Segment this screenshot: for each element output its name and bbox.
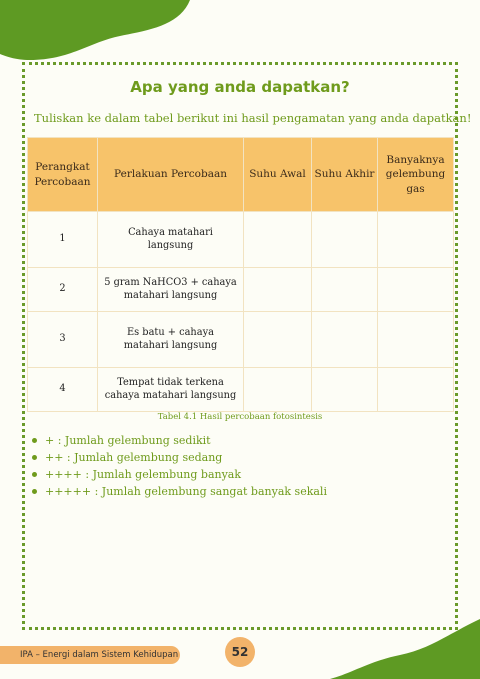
row-treatment: Tempat tidak terkena cahaya matahari langsung <box>98 368 244 412</box>
list-item <box>32 432 327 449</box>
row-number: 4 <box>28 368 98 412</box>
section-title: Apa yang anda dapatkan? <box>130 78 350 96</box>
footer-book-title: IPA – Energi dalam Sistem Kehidupan <box>0 646 180 664</box>
row-final-temp <box>312 312 378 368</box>
list-item <box>32 466 327 483</box>
legend-text: ++++ : Jumlah gelembung banyak <box>45 468 242 481</box>
decorative-top-blob <box>0 0 190 62</box>
bullet-icon <box>32 455 37 460</box>
row-initial-temp <box>244 312 312 368</box>
header-final-temp: Suhu Akhir <box>312 138 378 212</box>
table-row <box>28 368 454 412</box>
table-header-row <box>28 138 454 212</box>
row-bubble-count <box>378 368 454 412</box>
list-item <box>32 483 327 500</box>
row-treatment: Es batu + cahaya matahari langsung <box>98 312 244 368</box>
bubble-legend-list <box>32 432 327 500</box>
row-bubble-count <box>378 212 454 268</box>
row-number: 1 <box>28 212 98 268</box>
table-caption: Tabel 4.1 Hasil percobaan fotosintesis <box>157 412 323 422</box>
row-bubble-count <box>378 312 454 368</box>
row-initial-temp <box>244 212 312 268</box>
header-bubble-count: Banyaknya gelembung gas <box>378 138 454 212</box>
bullet-icon <box>32 489 37 494</box>
row-treatment: Cahaya matahari langsung <box>98 212 244 268</box>
header-apparatus: Perangkat Percobaan <box>28 138 98 212</box>
list-item <box>32 449 327 466</box>
row-final-temp <box>312 368 378 412</box>
bullet-icon <box>32 438 37 443</box>
legend-text: +++++ : Jumlah gelembung sangat banyak sekali <box>45 485 327 498</box>
legend-text: + : Jumlah gelembung sedikit <box>45 434 211 447</box>
row-number: 2 <box>28 268 98 312</box>
header-initial-temp: Suhu Awal <box>244 138 312 212</box>
table-row <box>28 268 454 312</box>
legend-text: ++ : Jumlah gelembung sedang <box>45 451 223 464</box>
table-row <box>28 312 454 368</box>
row-bubble-count <box>378 268 454 312</box>
page-number: 52 <box>225 637 255 667</box>
row-final-temp <box>312 212 378 268</box>
instruction-text: Tuliskan ke dalam tabel berikut ini hasil pengamatan yang anda dapatkan! <box>34 111 472 125</box>
bullet-icon <box>32 472 37 477</box>
row-final-temp <box>312 268 378 312</box>
observation-table <box>27 137 454 412</box>
row-initial-temp <box>244 368 312 412</box>
row-initial-temp <box>244 268 312 312</box>
row-number: 3 <box>28 312 98 368</box>
header-treatment: Perlakuan Percobaan <box>98 138 244 212</box>
row-treatment: 5 gram NaHCO3 + cahaya matahari langsung <box>98 268 244 312</box>
table-row <box>28 212 454 268</box>
